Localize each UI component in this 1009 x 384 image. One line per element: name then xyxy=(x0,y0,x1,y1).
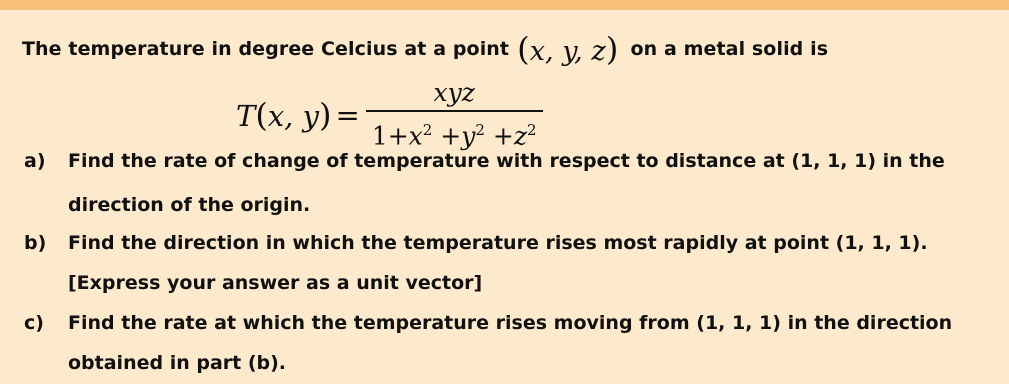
temperature-formula xyxy=(236,78,543,152)
denom-one: 1 xyxy=(371,121,388,151)
question-c-letter: c) xyxy=(24,312,44,334)
denom-plus-2: + xyxy=(440,121,462,151)
formula-function-name: T xyxy=(236,99,256,134)
question-b xyxy=(24,232,928,254)
denom-z-exponent: 2 xyxy=(526,121,537,139)
formula-equals: = xyxy=(335,98,360,133)
top-accent-strip xyxy=(0,0,1009,10)
question-a-line1: Find the rate of change of temperature with respect to distance at (1, 1, 1) in the xyxy=(68,150,945,172)
formula-arguments: x, y xyxy=(267,99,320,134)
question-c-line2: obtained in part (b). xyxy=(68,352,287,374)
question-c-line1: Find the rate at which the temperature rises moving from (1, 1, 1) in the direction xyxy=(68,312,953,334)
denom-y: y xyxy=(461,121,476,151)
formula-denominator xyxy=(366,112,543,152)
question-a-line2: direction of the origin. xyxy=(68,194,311,216)
question-a xyxy=(24,150,945,172)
denom-plus-1: + xyxy=(387,121,409,151)
denom-z: z xyxy=(513,121,527,151)
question-b-line2: [Express your answer as a unit vector] xyxy=(68,272,483,294)
formula-fraction xyxy=(366,78,543,152)
question-c xyxy=(24,312,952,334)
intro-text: The temperature in degree Celcius at a point xyxy=(22,38,510,60)
formula-lhs: T(x, y) xyxy=(236,96,332,135)
intro-sentence xyxy=(22,30,828,68)
denom-x-exponent: 2 xyxy=(422,121,433,139)
question-b-line1: Find the direction in which the temperature rises most rapidly at point (1, 1, 1). xyxy=(68,232,928,254)
question-a-letter: a) xyxy=(24,150,46,172)
intro-text-after: on a metal solid is xyxy=(630,38,829,60)
point-coordinates: x, y, z xyxy=(529,36,606,67)
question-b-letter: b) xyxy=(24,232,47,254)
denom-plus-3: + xyxy=(492,121,514,151)
denom-x: x xyxy=(408,121,423,151)
point-expression: (x, y, z) xyxy=(517,30,619,68)
formula-numerator: xyz xyxy=(433,78,475,107)
denom-y-exponent: 2 xyxy=(475,121,485,139)
